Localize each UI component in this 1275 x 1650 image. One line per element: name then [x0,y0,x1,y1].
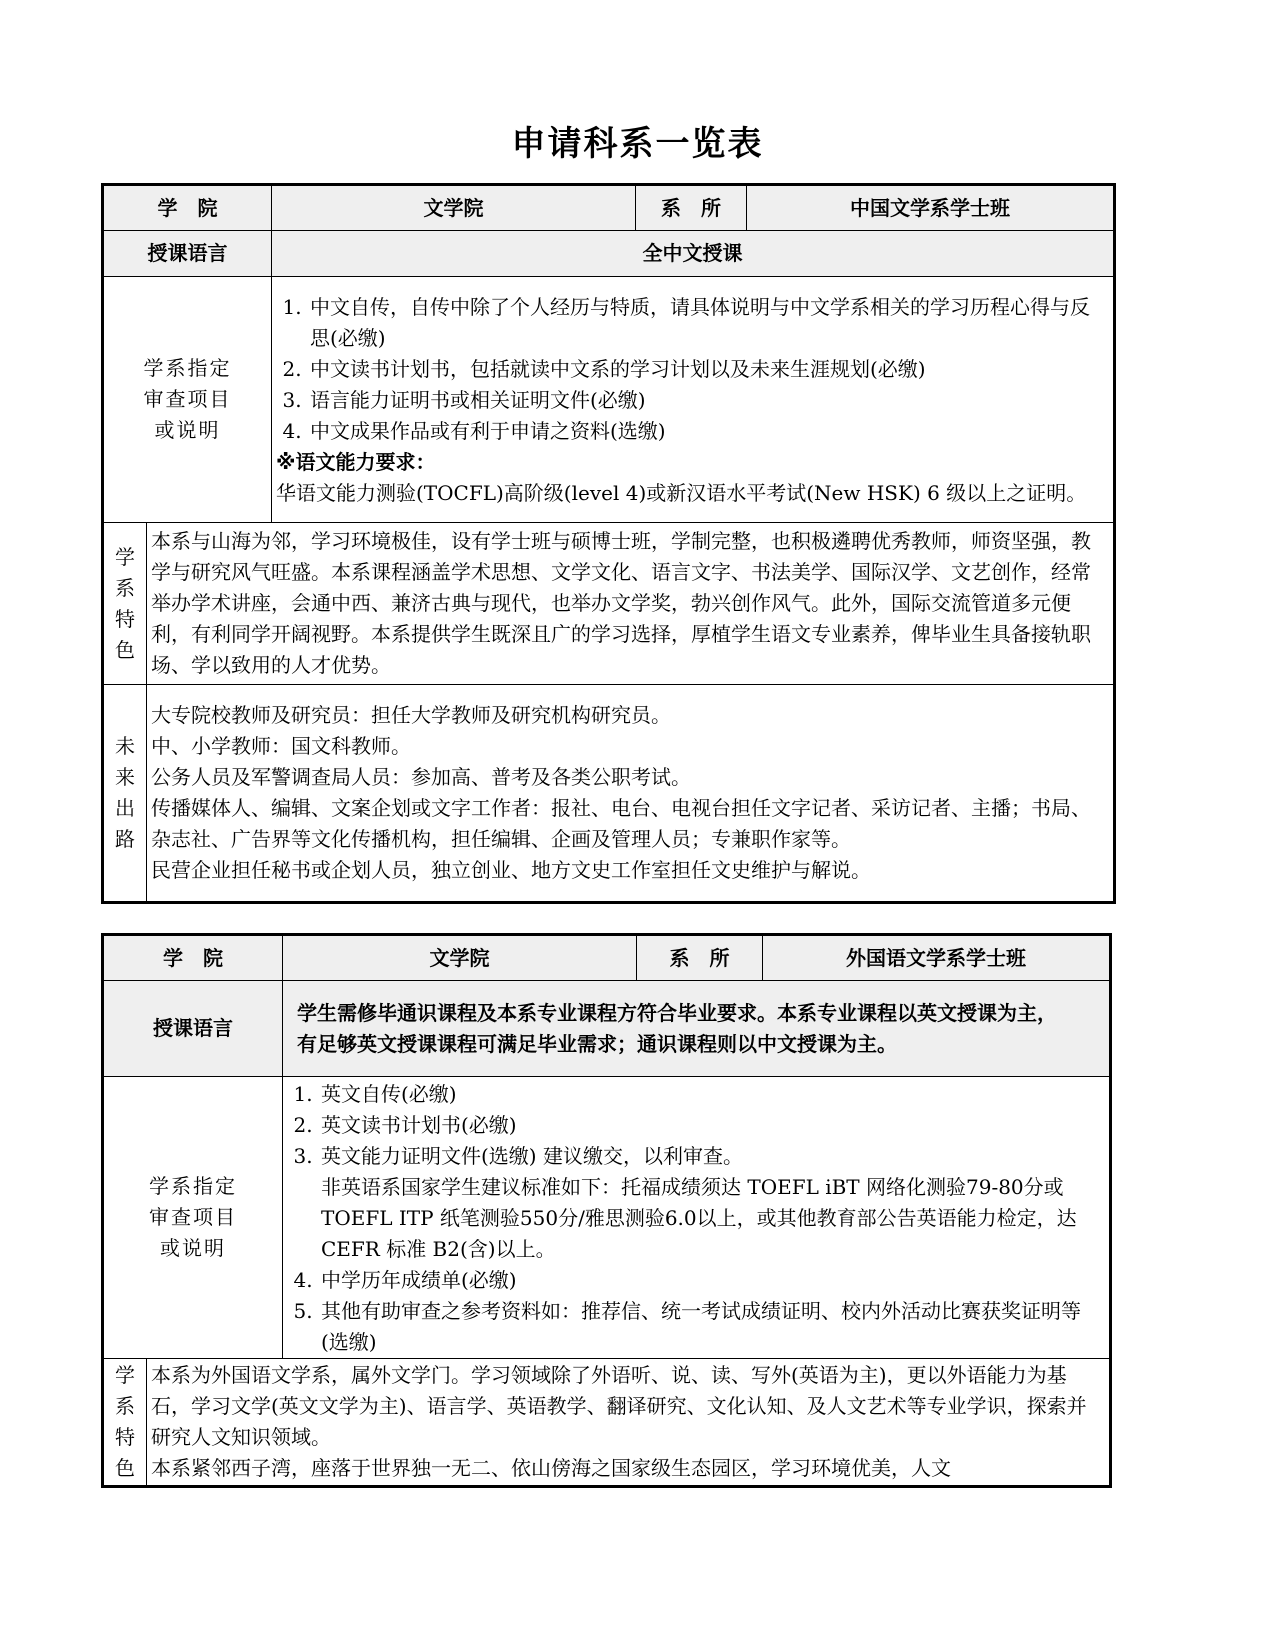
career-item: 公务人员及军警调查局人员：参加高、普考及各类公职考试。 [151,765,691,789]
review-item: 4. 中学历年成绩单(必缴) [319,1265,1105,1296]
review-item: 1. 中文自传，自传中除了个人经历与特质，请具体说明与中文学系相关的学习历程心得与反思(必缴) [308,292,1109,354]
college-value: 文学院 [272,185,636,231]
features-text: 本系与山海为邻，学习环境极佳，设有学士班与硕博士班，学制完整，也积极遴聘优秀教师，师资坚强，教学与研究风气旺盛。本系课程涵盖学术思想、文学文化、语言文字、书法美学、国际汉学、文艺创作，经常举办学术讲座，会通中西、兼济古典与现代，也举办文学奖，勃兴创作风气。此外，国际交流管道多元便利，有利同学开阔视野。本系提供学生既深且广的学习选择，厚植学生语文专业素养，俾毕业生具备接轨职场、学以致用的人才优势。 [147,523,1115,685]
careers-label-char: 出 [115,796,135,820]
college-label: 学 院 [103,185,272,231]
review-label-line: 审查项目 [143,387,232,411]
review-item: 2. 英文读书计划书(必缴) [319,1110,1105,1141]
careers-label-char: 来 [115,765,135,789]
review-label-line: 审查项目 [149,1205,237,1229]
review-label-line: 或说明 [154,418,221,442]
review-item-note: 非英语系国家学生建议标准如下：托福成绩须达 TOEFL iBT 网络化测验79-80分或 TOEFL ITP 纸笔测验550分/雅思测验6.0以上，或其他教育部公告英语能力检定，达 CEFR 标准 B2(含)以上。 [321,1175,1077,1261]
features-paragraph: 本系为外国语文学系，属外文学门。学习领域除了外语听、说、读、写外(英语为主)，更以外语能力为基石，学习文学(英文文学为主)、语言学、英语教学、翻译研究、文化认知、及人文艺术等专业学识，探索并研究人文知识领域。 [151,1363,1087,1449]
dept-label: 系 所 [637,935,763,981]
review-item: 3. 语言能力证明书或相关证明文件(必缴) [308,385,1109,416]
features-label [103,1359,147,1487]
page-title: 申请科系一览表 [511,124,764,164]
features-label-char: 特 [115,1425,135,1449]
college-label: 学 院 [103,935,283,981]
requirement-text: 华语文能力测验(TOCFL)高阶级(level 4)或新汉语水平考试(New HSK) 6 级以上之证明。 [276,481,1087,505]
careers-label-char: 未 [115,734,135,758]
review-items [272,277,1115,523]
review-item: 2. 中文读书计划书，包括就读中文系的学习计划以及未来生涯规划(必缴) [308,354,1109,385]
features-label [103,523,147,685]
features-text [147,1359,1111,1487]
careers-label-char: 路 [115,827,135,851]
review-label-line: 学系指定 [149,1174,237,1198]
review-label-line: 或说明 [160,1236,226,1260]
features-label-char: 学 [115,544,135,569]
department-table-chinese [101,183,1116,904]
features-label-char: 色 [115,1456,135,1480]
review-item [319,1141,1105,1265]
career-item: 中、小学教师：国文科教师。 [151,734,411,758]
language-value: 全中文授课 [272,231,1115,277]
review-item-text: 英文能力证明文件(选缴) 建议缴交，以利审查。 [321,1144,743,1168]
career-item: 民营企业担任秘书或企划人员，独立创业、地方文史工作室担任文史维护与解说。 [151,858,871,882]
college-value: 文学院 [283,935,637,981]
career-item: 大专院校教师及研究员：担任大学教师及研究机构研究员。 [151,703,671,727]
career-item: 传播媒体人、编辑、文案企划或文字工作者：报社、电台、电视台担任文字记者、采访记者、主播；书局、杂志社、广告界等文化传播机构，担任编辑、企画及管理人员；专兼职作家等。 [151,796,1091,851]
features-label-char: 系 [115,575,135,600]
review-item: 5. 其他有助审查之参考资料如：推荐信、统一考试成绩证明、校内外活动比赛获奖证明等(选缴) [319,1296,1105,1358]
features-label-char: 系 [115,1394,135,1418]
department-table-foreign [101,933,1112,1488]
dept-label: 系 所 [636,185,747,231]
review-label [103,1077,283,1359]
language-label: 授课语言 [103,231,272,277]
language-label: 授课语言 [103,981,283,1077]
features-label-char: 色 [115,637,135,662]
review-label [103,277,272,523]
review-items [283,1077,1111,1359]
dept-value: 中国文学系学士班 [747,185,1115,231]
review-label-line: 学系指定 [143,356,232,380]
features-paragraph: 本系紧邻西子湾，座落于世界独一无二、依山傍海之国家级生态园区，学习环境优美，人文 [151,1456,951,1480]
features-label-char: 学 [115,1363,135,1387]
language-value: 学生需修毕通识课程及本系专业课程方符合毕业要求。本系专业课程以英文授课为主，有足够英文授课课程可满足毕业需求；通识课程则以中文授课为主。 [283,981,1111,1077]
careers-list [147,685,1115,903]
review-item: 1. 英文自传(必缴) [319,1079,1105,1110]
careers-label [103,685,147,903]
requirement-heading: ※语文能力要求： [276,450,436,474]
features-label-char: 特 [115,606,135,631]
review-item: 4. 中文成果作品或有利于申请之资料(选缴) [308,416,1109,447]
dept-value: 外国语文学系学士班 [763,935,1111,981]
